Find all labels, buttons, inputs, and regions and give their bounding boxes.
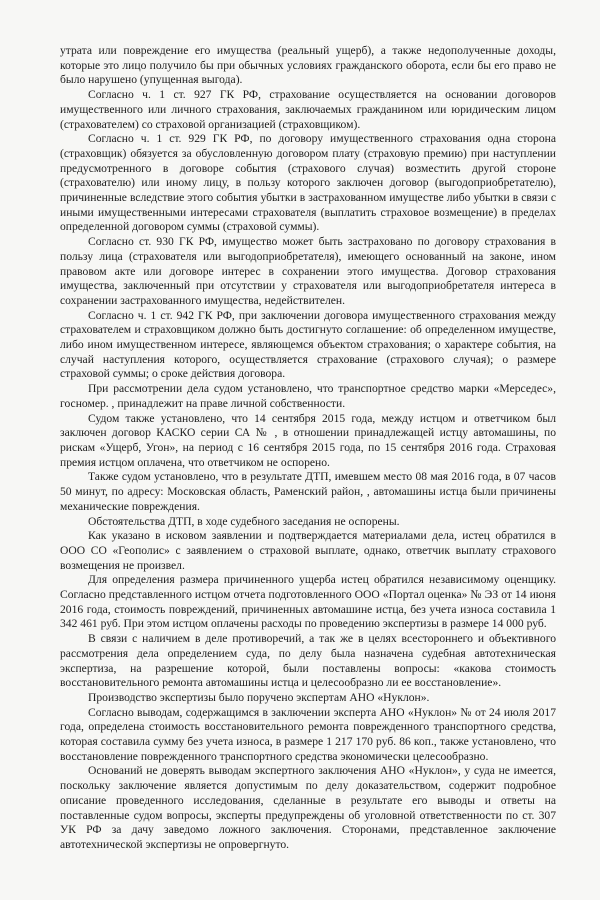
paragraph-accident: Также судом установлено, что в результате ДТП, имевшем место 08 мая 2016 года, в 07 часов 50 минут, по адресу: Московская область, Раменский район, , автомашины истца были причинены механические повреждения. — [60, 470, 556, 513]
paragraph-art-927: Согласно ч. 1 ст. 927 ГК РФ, страхование осуществляется на основании договоров имущественного или личного страхования, заключаемых гражданином или юридическим лицом (страхователем) со страховой организацией (страховщиком). — [60, 88, 556, 131]
paragraph-art-942: Согласно ч. 1 ст. 942 ГК РФ, при заключении договора имущественного страхования между страхователем и страховщиком должно быть достигнуто соглашение: об определенном имуществе, либо ином имущественном интересе, являющемся объектом страхования; о характере события, на случай наступления которого, осуществляется страхование (страхового случая); о размере страховой суммы; о сроке действия договора. — [60, 308, 556, 381]
paragraph-intro: утрата или повреждение его имущества (реальный ущерб), а также недополученные доходы, которые это лицо получило бы при обычных условиях гражданского оборота, если бы его право не было нарушено (упущенная выгода). — [60, 44, 556, 87]
paragraph-independent-appraisal: Для определения размера причиненного ущерба истец обратился независимому оценщику. Согласно представленного истцом отчета подготовленного ООО «Портал оценка» № ЭЗ от 14 июня 2016 года, стоимость повреждений, причиненных автомашине истца, без учета износа составила 1 342 461 руб. При этом истцом оплачены расходы по проведению экспертизы в размере 14 000 руб. — [60, 573, 556, 631]
paragraph-vehicle-ownership: При рассмотрении дела судом установлено, что транспортное средство марки «Мерседес», госномер. , принадлежит на праве личной собственности. — [60, 382, 556, 410]
paragraph-art-929: Согласно ч. 1 ст. 929 ГК РФ, по договору имущественного страхования одна сторона (страховщик) обязуется за обусловленную договором плату (страховую премию) при наступлении предусмотренного в договоре события (страхового случая) возместить другой стороне (страхователю) или иному лицу, в пользу которого заключен договор (выгодоприобретателю), причиненные вследствие этого события убытки в застрахованном имуществе либо убытки в связи с иными имущественными интересами страхователя (выплатить страховое возмещение) в пределах определенной договором суммы (страховой суммы). — [60, 132, 556, 234]
paragraph-kasko-contract: Судом также установлено, что 14 сентября 2015 года, между истцом и ответчиком был заключен договор КАСКО серии СА № , в отношении принадлежащей истцу автомашины, по рискам «Ущерб, Угон», на период с 16 сентября 2015 года, по 15 сентября 2016 года. Страховая премия истцом оплачена, что ответчиком не оспорено. — [60, 411, 556, 469]
paragraph-trust-conclusion: Оснований не доверять выводам экспертного заключения АНО «Нуклон», у суда не имеется, поскольку заключение является допустимым по делу доказательством, содержит подробное описание проведенного исследования, сделанные в результате его выводы и ответы на поставленные судом вопросы, эксперты предупреждены об уголовной ответственности по ст. 307 УК РФ за дачу заведомо ложного заключения. Сторонами, представленное заключение автотехнической экспертизы не опровергнуто. — [60, 764, 556, 851]
paragraph-claim-filed: Как указано в исковом заявлении и подтверждается материалами дела, истец обратился в ООО СО «Геополис» с заявлением о страховой выплате, однако, ответчик выплату страхового возмещения не произвел. — [60, 529, 556, 572]
paragraph-expert-conclusion: Согласно выводам, содержащимся в заключении эксперта АНО «Нуклон» № от 24 июля 2017 года, определена стоимость восстановительного ремонта поврежденного транспортного средства, которая составила сумму без учета износа, в размере 1 217 170 руб. 86 коп., также установлено, что восстановление поврежденного транспортного средства экономически целесообразно. — [60, 705, 556, 763]
paragraph-expert-assigned: Производство экспертизы было поручено экспертам АНО «Нуклон». — [88, 690, 430, 704]
paragraph-court-expertise: В связи с наличием в деле противоречий, а так же в целях всестороннего и объективного рассмотрения дела определением суда, по делу была назначена судебная автотехническая экспертиза, на разрешение которой, были поставлены вопросы: «какова стоимость восстановительного ремонта автомашины истца и целесообразно ли ее восстановление». — [60, 632, 556, 690]
paragraph-not-disputed: Обстоятельства ДТП, в ходе судебного заседания не оспорены. — [88, 514, 400, 528]
paragraph-art-930: Согласно ст. 930 ГК РФ, имущество может быть застраховано по договору страхования в пользу лица (страхователя или выгодоприобретателя), имеющего основанный на законе, ином правовом акте или договоре интерес в сохранении этого имущества. Договор страхования имущества, заключенный при отсутствии у страхователя или выгодоприобретателя интереса в сохранении застрахованного имущества, недействителен. — [60, 235, 556, 307]
